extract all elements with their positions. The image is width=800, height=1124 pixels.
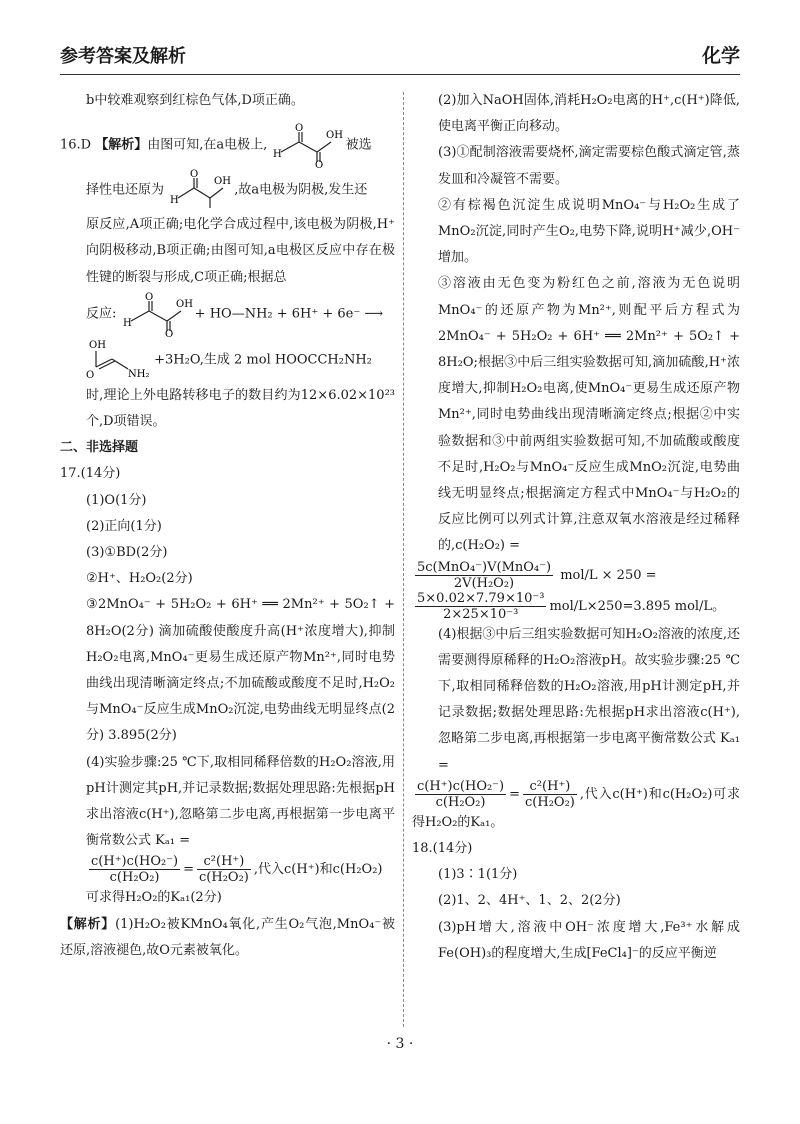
answer-line: ③2MnO₄⁻ + 5H₂O₂ + 6H⁺ ══ 2Mn²⁺ + 5O₂↑ + 8H₂O(2分) 滴加硫酸使酸度升高(H⁺浓度增大),抑制H₂O₂电离,MnO₄⁻更易生成还原产物Mn²⁺,同时电势曲线出现清晰滴定终点;不加硫酸或酸度不足时,H₂O₂与MnO₄⁻反应生成MnO₂沉淀,电势曲线无明显终点(2分) 3.895(2分) (86, 597, 395, 744)
text-line: 时,理论上外电路转移电子的数目约为12×6.02×10²³个,D项错误。 (86, 387, 395, 430)
text-line: (3)①配制溶液需要烧杯,滴定需要棕色酸式滴定管,蒸发皿和冷凝管不需要。 (438, 145, 740, 187)
question-number: 16.D (60, 137, 92, 153)
denominator: 2V(H₂O₂) (453, 575, 515, 591)
text-line: ②有棕褐色沉淀生成说明MnO₄⁻与H₂O₂生成了MnO₂沉淀,同时产生O₂,电势下降,说明H⁺减少,OH⁻增加。 (438, 197, 740, 266)
page-number: · 3 · (386, 1036, 414, 1052)
chem-label: OH (175, 298, 193, 310)
chem-label: O (86, 369, 95, 381)
fraction (523, 779, 577, 810)
fraction (197, 854, 251, 885)
text-line (60, 291, 395, 340)
right-column (412, 88, 740, 967)
denominator: 2×25×10⁻³ (443, 606, 519, 622)
header-subject: 化学 (701, 45, 740, 67)
chem-label: OH (214, 176, 232, 188)
numerator: c²(H⁺) (197, 854, 251, 870)
question-17-heading: 17.(14分) (60, 466, 121, 482)
chem-label: OH (326, 130, 344, 142)
chem-label: H (273, 149, 283, 161)
analysis-line (60, 912, 395, 964)
answer-line: (2)1、2、4H⁺、1、2、2(2分) (438, 893, 621, 909)
text-fragment: +3H₂O,生成 2 mol HOOCCH₂NH₂ (154, 352, 372, 368)
text-fragment: ,故a电极为阴极,发生还 (234, 182, 368, 198)
chem-label: OH (89, 339, 106, 351)
formula-line (412, 560, 740, 591)
denominator: c(H₂O₂) (435, 794, 486, 810)
column-divider (403, 92, 404, 1027)
fraction (89, 854, 180, 885)
numerator: 5c(MnO₄⁻)V(MnO₄⁻) (417, 559, 552, 575)
numerator: c(H⁺)c(HO₂⁻) (417, 778, 505, 794)
chem-label: H (122, 317, 132, 329)
left-column (60, 88, 395, 964)
formula-line (412, 591, 740, 622)
text-fragment: 反应: (86, 306, 117, 322)
formula-line (412, 779, 740, 836)
denominator: c(H₂O₂) (109, 870, 160, 886)
oxalic-acid-structure (271, 122, 344, 172)
text-line: (4)根据③中后三组实验数据可知H₂O₂溶液的浓度,还需要测得原稀释的H₂O₂溶液pH。故实验步骤:25 ℃下,取相同稀释倍数的H₂O₂溶液,用pH计测定pH,并记录数据;数据处理思路:先根据pH求出溶液c(H⁺),忽略第二步电离,再根据第一步电离平衡常数公式 Kₐ₁ = (438, 626, 740, 773)
analysis-tag: 【解析】 (60, 916, 116, 932)
text-fragment: ,代入c(H⁺)和c(H₂O₂) (253, 862, 383, 878)
answer-line: (3)pH增大,溶液中OH⁻浓度增大,Fe³⁺水解成Fe(OH)₃的程度增大,生成[FeCl₄]⁻的反应平衡逆 (438, 919, 740, 961)
answer-line: (4)实验步骤:25 ℃下,取相同稀释倍数的H₂O₂溶液,用pH计测定其pH,并记录数据;数据处理思路:先根据pH求出溶液c(H⁺),忽略第二步电离,再根据第一步电离平衡常数公式 Kₐ₁ = (86, 754, 395, 849)
glycine-structure (86, 337, 150, 383)
chem-label: NH₂ (128, 368, 150, 380)
page-header (60, 40, 740, 75)
text-line: 原反应,A项正确;电化学合成过程中,该电极为阴极,H⁺向阴极移动,B项正确;由图可知,a电极区反应中存在极性键的断裂与形成,C项正确;根据总 (86, 217, 395, 285)
text-line: (2)加入NaOH固体,消耗H₂O₂电离的H⁺,c(H⁺)降低,使电离平衡正向移动。 (438, 93, 740, 135)
text-fragment: 由图可知,在a电极上, (147, 137, 268, 153)
answer-line: (1)3∶1(1分) (438, 867, 518, 883)
numerator: c(H⁺)c(HO₂⁻) (91, 854, 179, 870)
text-fragment: 择性电还原为 (86, 182, 165, 198)
denominator: c(H₂O₂) (199, 870, 249, 886)
chem-label: O (144, 291, 153, 303)
analysis-tag: 【解析】 (95, 137, 148, 153)
answer-line: ②H⁺、H₂O₂(2分) (86, 571, 193, 587)
text-fragment: (1)H₂O₂被KMnO₄氧化,产生O₂气泡,MnO₄⁻被还原,溶液褪色,故O元素被氧化。 (60, 916, 395, 958)
fraction (415, 779, 506, 810)
chem-label: O (190, 169, 199, 181)
answer-line: (2)正向(1分) (86, 518, 162, 534)
text-line: ③溶液由无色变为粉红色之前,溶液为无色说明MnO₄⁻的还原产物为Mn²⁺,则配平后方程式为2MnO₄⁻ + 5H₂O₂ + 6H⁺ ══ 2Mn²⁺ + 5O₂↑ + 8H₂O;根据③中后三组实验数据可知,滴加硫酸,H⁺浓度增大,抑制H₂O₂电离,使MnO₄⁻更易生成还原产物Mn²⁺,同时电势曲线出现清晰滴定终点;根据②中实验数据和③中前两组实验数据可知,不加硫酸或酸度不足时,H₂O₂与MnO₄⁻反应生成MnO₂沉淀,电势曲线无明显终点;根据滴定方程式中MnO₄⁻与H₂O₂的反应比例可以列式计算,注意双氧水溶液是经过稀释的,c(H₂O₂) = (438, 276, 740, 554)
glyoxylic-acid-structure (168, 168, 230, 212)
numerator: c²(H⁺) (523, 779, 577, 795)
fraction (415, 591, 546, 622)
chem-label: O (164, 328, 173, 340)
answer-line: 可求得H₂O₂的Kₐ₁(2分) (86, 890, 222, 906)
formula-line (60, 854, 395, 885)
oxalic-acid-structure (121, 291, 193, 340)
chem-label: O (295, 123, 304, 135)
chem-label: H (170, 195, 179, 207)
text-fragment: 被选 (345, 137, 372, 153)
text-fragment: + HO—NH₂ + 6H⁺ + 6e⁻ ⟶ (194, 306, 383, 322)
text-line: b中较难观察到红棕色气体,D项正确。 (86, 93, 304, 108)
header-title: 参考答案及解析 (60, 46, 186, 67)
equals: = (183, 862, 195, 878)
question-16 (60, 122, 395, 172)
answer-line: (3)①BD(2分) (86, 545, 168, 561)
answer-line: (1)O(1分) (86, 492, 147, 508)
text-line (60, 337, 395, 383)
numerator: 5×0.02×7.79×10⁻³ (417, 590, 545, 606)
denominator: c(H₂O₂) (525, 794, 575, 810)
question-18-heading: 18.(14分) (412, 841, 473, 857)
text-fragment: mol/L × 250 = (560, 567, 657, 583)
chem-label: O (315, 160, 324, 172)
text-line (60, 168, 395, 212)
text-fragment: ,代入c(H⁺)和c(H₂O₂)可求得H₂O₂的Kₐ₁。 (412, 786, 740, 830)
section-heading: 二、非选择题 (60, 440, 139, 456)
text-fragment: mol/L×250=3.895 mol/L。 (549, 598, 726, 614)
equals: = (509, 786, 521, 802)
fraction (415, 560, 553, 591)
